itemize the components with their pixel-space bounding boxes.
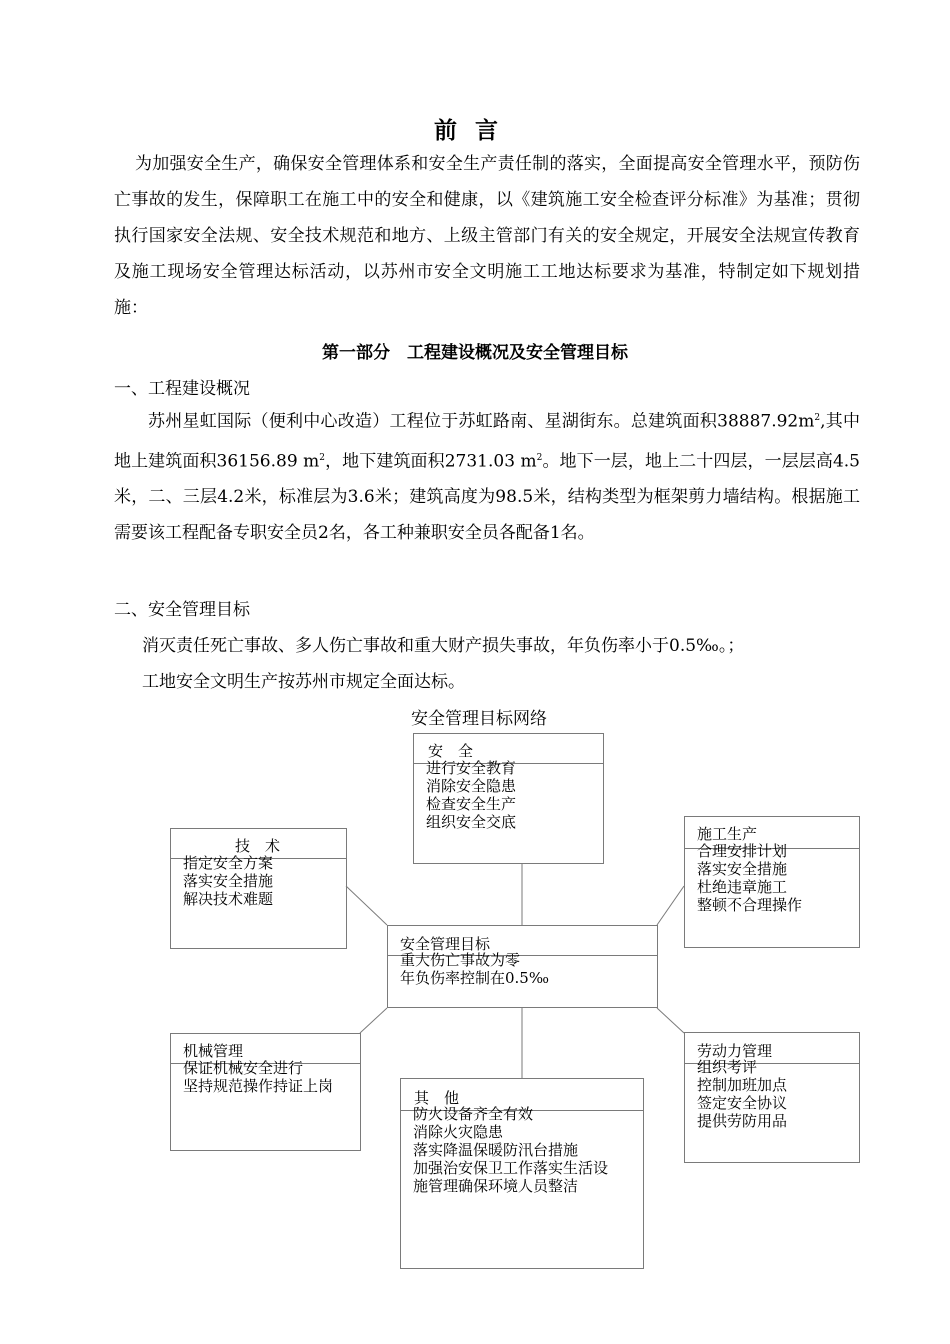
list-item: 整顿不合理操作 — [697, 896, 803, 914]
page-title: 前言 — [434, 117, 516, 144]
list-item: 重大伤亡事故为零 — [400, 951, 521, 969]
diagram-title: 安全管理目标网络 — [411, 709, 547, 729]
center-goal-box — [387, 925, 658, 1008]
safety-box-title: 安 全 — [428, 742, 474, 760]
unit-superscript: 2 — [536, 452, 543, 463]
tech-box-items — [183, 854, 273, 908]
list-item: 控制加班加点 — [697, 1076, 788, 1094]
list-item: 进行安全教育 — [426, 759, 517, 777]
list-item: 消除安全隐患 — [426, 777, 517, 795]
list-item: 合理安排计划 — [697, 842, 788, 860]
labor-box-items — [697, 1058, 787, 1130]
list-item: 杜绝违章施工 — [697, 878, 788, 896]
list-item: 解决技术难题 — [183, 890, 274, 908]
unit-superscript: 2 — [814, 413, 821, 423]
construction-box-items — [697, 842, 802, 914]
machinery-box — [170, 1033, 361, 1151]
construction-box-title: 施工生产 — [697, 825, 758, 843]
construction-box — [684, 816, 860, 948]
list-item: 指定安全方案 — [183, 854, 274, 872]
center-goal-title: 安全管理目标 — [400, 935, 491, 953]
list-item: 消除火灾隐患 — [413, 1123, 504, 1141]
list-item: 检查安全生产 — [426, 795, 517, 813]
list-item: 提供劳防用品 — [697, 1112, 788, 1130]
section1-heading: 一、工程建设概况 — [114, 379, 250, 399]
other-box-items — [413, 1105, 608, 1195]
overview-text-c: ，地下建筑面积2731.03 m — [325, 451, 537, 472]
connector-tech — [346, 886, 387, 925]
list-item: 防火设备齐全有效 — [413, 1105, 534, 1123]
unit-superscript: 2 — [319, 452, 325, 463]
labor-box — [684, 1032, 860, 1163]
other-box — [400, 1078, 644, 1269]
list-item: 落实降温保暖防汛台措施 — [413, 1141, 579, 1159]
section2-heading: 二、安全管理目标 — [114, 600, 250, 620]
other-box-title: 其 他 — [414, 1089, 460, 1107]
list-item: 签定安全协议 — [697, 1094, 788, 1112]
safety-box — [413, 733, 604, 864]
list-item: 施管理确保环境人员整洁 — [413, 1177, 579, 1195]
tech-box-title: 技 术 — [235, 837, 281, 855]
list-item: 坚持规范操作持证上岗 — [183, 1077, 334, 1095]
list-item: 年负伤率控制在0.5‰ — [400, 969, 549, 987]
center-goal-items — [400, 951, 549, 987]
list-item: 组织安全交底 — [426, 813, 517, 831]
labor-box-title: 劳动力管理 — [697, 1042, 773, 1060]
overview-text-a: 苏州星虹国际（便利中心改造）工程位于苏虹路南、星湖街东。总建筑面积38887.92m — [148, 411, 815, 432]
part-one-heading: 第一部分 工程建设概况及安全管理目标 — [322, 343, 628, 363]
intro-paragraph: 为加强安全生产，确保安全管理体系和安全生产责任制的落实，全面提高安全管理水平，预防伤亡事故的发生，保障职工在施工中的安全和健康，以《建筑施工安全检查评分标准》为基准；贯彻执行国家安全法规、安全技术规范和地方、上级主管部门有关的安全规定，开展安全法规宣传教育及施工现场安全管理达标活动，以苏州市安全文明施工工地达标要求为基准，特制定如下规划措施： — [114, 154, 860, 318]
overview-text-d: 。地下一层，地上二十四层，一层层高4.5米，二、三层4.2米，标准层为3.6米；建筑高度为98.5米，结构类型为框架剪力墙结构。根据施工需要该工程配备专职安全员2名，各工种兼职安全员各配备1名。 — [114, 451, 860, 544]
tech-box — [170, 828, 347, 949]
machinery-box-items — [183, 1059, 333, 1095]
connector-machinery — [360, 1008, 387, 1033]
safety-box-items — [426, 759, 516, 831]
connector-labor — [657, 1008, 684, 1033]
overview-text-b: ,其中地上建筑面积36156.89 m — [114, 411, 861, 472]
list-item: 落实安全措施 — [183, 872, 274, 890]
list-item: 加强治安保卫工作落实生活设 — [413, 1159, 609, 1177]
connector-construction — [657, 886, 684, 925]
target-line-2: 工地安全文明生产按苏州市规定全面达标。 — [142, 672, 465, 692]
machinery-box-title: 机械管理 — [183, 1042, 244, 1060]
list-item: 落实安全措施 — [697, 860, 788, 878]
list-item: 组织考评 — [697, 1058, 758, 1076]
list-item: 保证机械安全进行 — [183, 1059, 304, 1077]
target-line-1: 消灭责任死亡事故、多人伤亡事故和重大财产损失事故，年负伤率小于0.5‰。； — [142, 636, 745, 656]
